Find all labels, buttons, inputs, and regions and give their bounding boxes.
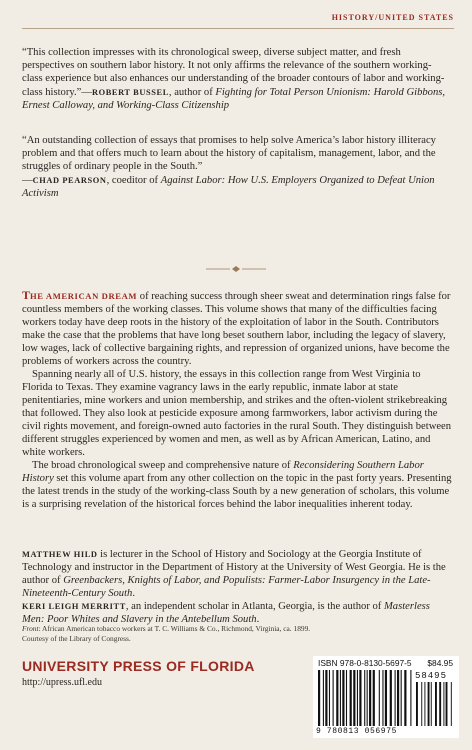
author-name-merritt: KERI LEIGH MERRITT: [22, 602, 126, 611]
blurb-pearson-role: , coeditor of: [106, 174, 161, 186]
barcode-bar: [390, 670, 392, 726]
barcode-bar: [443, 682, 444, 726]
isbn-label: ISBN 978-0-8130-5697-5: [318, 658, 412, 668]
barcode-bar: [342, 670, 344, 726]
barcode-bar: [395, 670, 396, 726]
author-book-merritt: Masterless Men: Poor Whites and Slavery in the Antebellum South: [22, 601, 430, 625]
barcode-bar: [357, 670, 358, 726]
barcode-bar: [428, 682, 430, 726]
barcode-bar: [424, 682, 425, 726]
barcode-bar: [367, 670, 368, 726]
barcode-bar: [416, 682, 418, 726]
barcode-bar: [439, 682, 441, 726]
author-bio-merritt: [22, 600, 452, 626]
book-description: [22, 289, 452, 511]
author-bio-merritt-a: , an independent scholar in Atlanta, Georgia, is the author of: [125, 601, 384, 612]
barcode-bar: [359, 670, 361, 726]
barcode-bar: [379, 670, 380, 726]
barcode-bar: [353, 670, 355, 726]
addon-code: 58495: [414, 671, 447, 681]
barcode-bar: [401, 670, 402, 726]
barcode-bar: [451, 682, 452, 726]
barcode-bar: [421, 682, 422, 726]
top-rule: [22, 28, 454, 29]
drop-cap: T: [22, 288, 31, 302]
author-bio-merritt-b: .: [256, 614, 260, 625]
barcode-bar: [385, 670, 387, 726]
barcode-bar: [318, 670, 320, 726]
barcode-bar: [431, 682, 432, 726]
category-label: HISTORY/UNITED STATES: [331, 13, 454, 22]
blurb-pearson-author: CHAD PEARSON: [32, 175, 107, 185]
barcode-bar: [373, 670, 375, 726]
barcode-bar: [446, 682, 448, 726]
author-name-hild: MATTHEW HILD: [22, 550, 98, 559]
barcode-bar: [325, 670, 327, 726]
p1-text: of reaching success through sheer sweat and determination rings false for countless members of the working classes. This volume shows that many of the difficulties facing workers today have deep roots in the history of the exploitation of labor in the South. Contributors make the case that the problems that have long beset southern labor, including the legacy of slavery, low wages, lack of collective bargaining rights, and repression of organized unions, have become the problems of workers across the country.: [22, 291, 451, 367]
barcode-panel: [313, 656, 459, 738]
description-paragraph-3: [22, 459, 452, 511]
cover-credits: [22, 624, 452, 643]
barcode-bar: [397, 670, 399, 726]
barcode-bar: [323, 670, 324, 726]
blurb-bussel-text: “This collection impresses with its chronological sweep, diverse subject matter, and fresh perspectives on southern labor history. It not only affirms the relevance of the southern working-class experience but also enhances our understanding of the broader contours of labor and working-class history.”—: [22, 47, 445, 98]
barcode-bar: [346, 670, 347, 726]
price-label: $84.95: [427, 658, 453, 668]
blurb-pearson-book: Against Labor: How U.S. Employers Organized to Defeat Union Activism: [22, 174, 435, 199]
p3-book-title: Reconsidering Southern Labor History: [22, 460, 424, 484]
barcode-bar: [340, 670, 341, 726]
barcode-bar: [382, 670, 383, 726]
author-bios: [22, 548, 452, 626]
description-paragraph-2: Spanning nearly all of U.S. history, the essays in this collection range from West Virginia to Florida to Texas. They examine vagrancy laws in the early republic, inmate labor at state penitentiaries, mine workers and union membership, and strikes and the often-violent strikebreaking that followed. They also look at pesticide exposure among farmworkers, labor activism during the civil rights movement, and foreign-owned auto factories in the rural South. They distinguish between different struggles experienced by women and men, as well as by African American, Latino, and white workers.: [22, 369, 452, 458]
p3-text-a: The broad chronological sweep and comprehensive nature of: [32, 460, 294, 471]
blurb-pearson-dash: —: [22, 174, 33, 186]
author-bio-hild-a: is lecturer in the School of History and Sociology at the Georgia Institute of Technology and instructor in the Department of History at the University of West Georgia. He is the author of: [22, 549, 446, 586]
blurb-bussel-role: , author of: [168, 86, 216, 98]
blurb-bussel: [22, 46, 452, 112]
blurb-pearson: [22, 134, 452, 200]
barcode-bar: [410, 670, 411, 726]
description-paragraph-1: [22, 289, 452, 368]
ornament-divider: [206, 264, 266, 274]
barcode-bar: [369, 670, 371, 726]
credit-line-2: Courtesy of the Library of Congress.: [22, 633, 131, 643]
blurb-pearson-text: “An outstanding collection of essays that promises to help solve America’s labor history illiteracy problem and that offers much to learn about the history of capitalism, management, labor, and the struggles of ordinary people in the South.”: [22, 135, 436, 173]
barcode-bar: [364, 670, 365, 726]
author-bio-hild-b: .: [132, 588, 135, 599]
barcode-bar: [336, 670, 338, 726]
author-bio-hild: [22, 548, 452, 600]
lead-in: HE AMERICAN DREAM: [30, 291, 138, 301]
addon-barcode: [416, 682, 454, 726]
publisher-name: UNIVERSITY PRESS OF FLORIDA: [22, 658, 255, 674]
ean-barcode: [318, 670, 414, 726]
blurb-bussel-book: Fighting for Total Person Unionism: Harold Gibbons, Ernest Calloway, and Working-Class Citizenship: [22, 86, 446, 111]
credit-line-1: : African American tobacco workers at T. C. Williams & Co., Richmond, Virginia, ca. 1899.: [38, 624, 311, 633]
barcode-bar: [329, 670, 330, 726]
ean-number: 9 780813 056975: [316, 727, 398, 736]
p3-text-b: set this volume apart from any other collection on the topic in the past forty years. Presenting the latest trends in the study of the working-class South by a new generation of scholars, this volume is a surprising revelation of the historical forces behind the labor inequalities inherent today.: [22, 473, 452, 510]
credit-label: Front: [22, 624, 39, 633]
barcode-bar: [404, 670, 406, 726]
barcode-bar: [435, 682, 437, 726]
author-book-hild: Greenbackers, Knights of Labor, and Populists: Farmer-Labor Insurgency in the Late-Nineteenth-Century South: [22, 575, 431, 599]
publisher-url[interactable]: http://upress.ufl.edu: [22, 677, 102, 688]
blurb-bussel-author: ROBERT BUSSEL: [91, 87, 169, 97]
barcode-bar: [333, 670, 334, 726]
barcode-bar: [350, 670, 352, 726]
